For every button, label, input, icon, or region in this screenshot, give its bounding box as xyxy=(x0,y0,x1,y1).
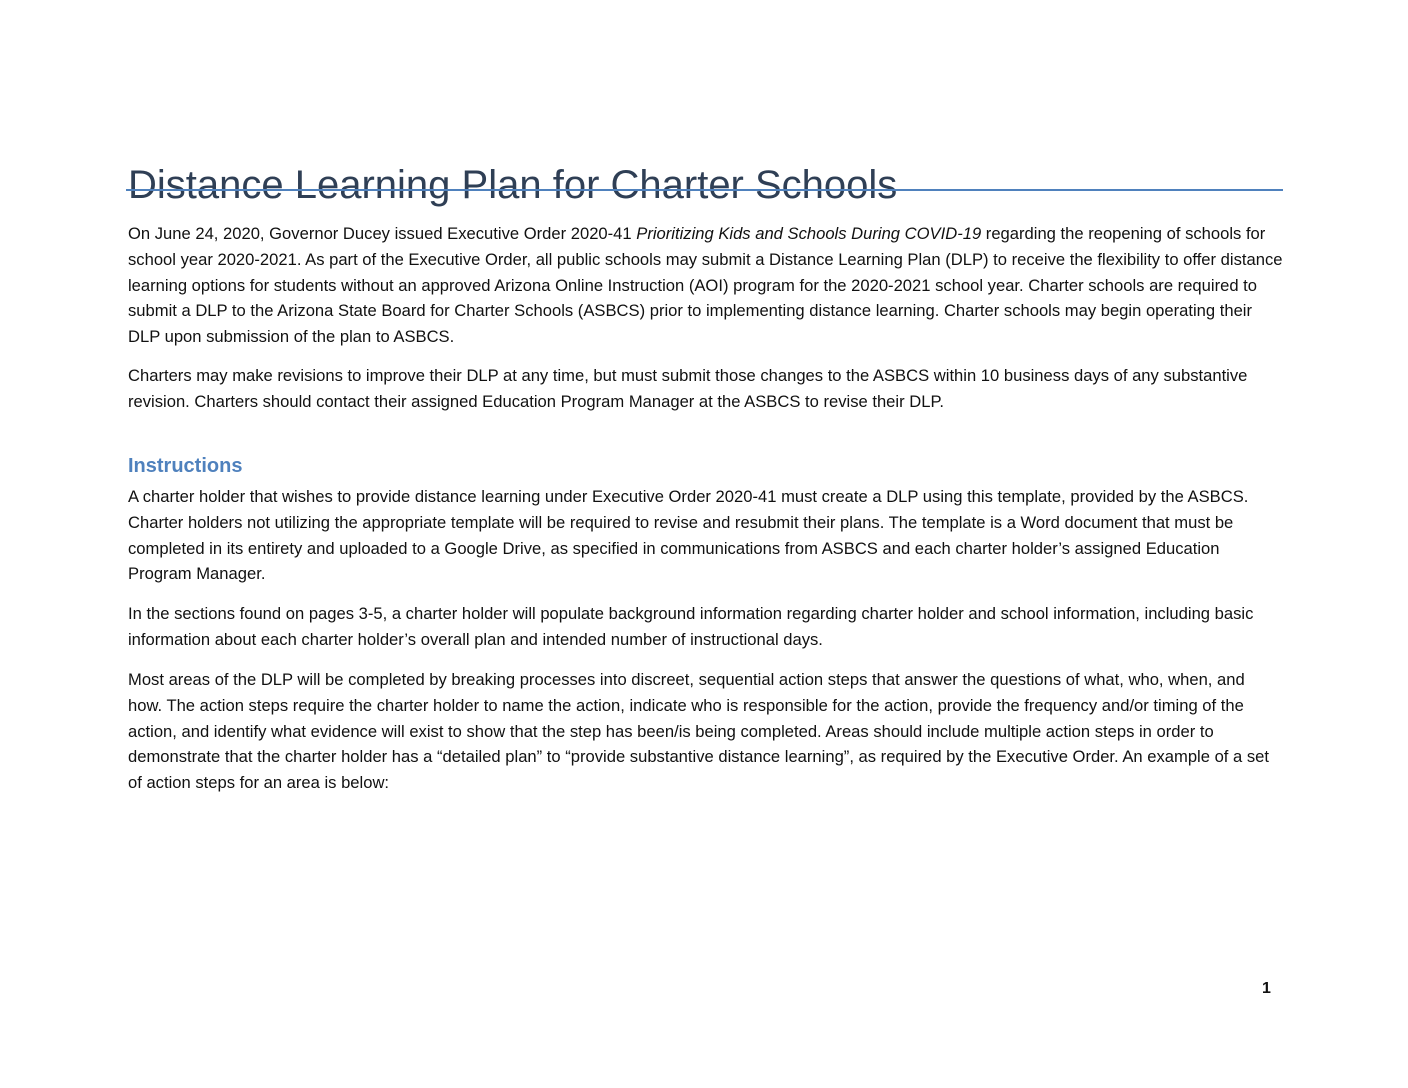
intro-paragraph xyxy=(128,221,1283,350)
instructions-text-1: A charter holder that wishes to provide distance learning under Executive Order 2020-41 must create a DLP using this template, provided by the ASBCS. Charter holders not utilizing the appropriate template will be required to revise and resubmit their plans. The template is a Word document that must be completed in its entirety and uploaded to a Google Drive, as specified in communications from ASBCS and each charter holder’s assigned Education Program Manager. xyxy=(128,487,1249,584)
instructions-text-3: Most areas of the DLP will be completed by breaking processes into discreet, sequential action steps that answer the questions of what, who, when, and how. The action steps require the charter holder to name the action, indicate who is responsible for the action, provide the frequency and/or timing of the action, and identify what evidence will exist to show that the step has been/is being completed. Areas should include multiple action steps in order to demonstrate that the charter holder has a “detailed plan” to “provide substantive distance learning”, as required by the Executive Order. An example of a set of action steps for an area is below: xyxy=(128,670,1270,793)
instructions-paragraph-1 xyxy=(128,484,1283,587)
page-title: Distance Learning Plan for Charter Schools xyxy=(128,162,898,207)
intro-text-before-italic: On June 24, 2020, Governor Ducey issued Executive Order 2020-41 xyxy=(128,224,637,243)
intro-text-after-italic: regarding the reopening of schools for school year 2020-2021. As part of the Executive Order, all public schools may submit a Distance Learning Plan (DLP) to receive the flexibility to offer distance learning options for students without an approved Arizona Online Instruction (AOI) program for the 2020-2021 school year. Charter schools are required to submit a DLP to the Arizona State Board for Charter Schools (ASBCS) prior to implementing distance learning. Charter schools may begin operating their DLP upon submission of the plan to ASBCS. xyxy=(128,224,1283,347)
executive-order-title: Prioritizing Kids and Schools During COVID-19 xyxy=(636,224,982,243)
charters-revisions-text: Charters may make revisions to improve their DLP at any time, but must submit those changes to the ASBCS within 10 business days of any substantive revision. Charters should contact their assigned Education Program Manager at the ASBCS to revise their DLP. xyxy=(128,366,1248,411)
instructions-paragraph-3 xyxy=(128,667,1283,796)
page-number: 1 xyxy=(1262,980,1271,997)
charters-revisions-paragraph xyxy=(128,363,1283,415)
title-underline-divider xyxy=(126,189,1283,191)
instructions-heading: Instructions xyxy=(128,455,243,477)
instructions-text-2: In the sections found on pages 3-5, a charter holder will populate background information regarding charter holder and school information, including basic information about each charter holder’s overall plan and intended number of instructional days. xyxy=(128,604,1254,649)
instructions-paragraph-2 xyxy=(128,601,1283,653)
